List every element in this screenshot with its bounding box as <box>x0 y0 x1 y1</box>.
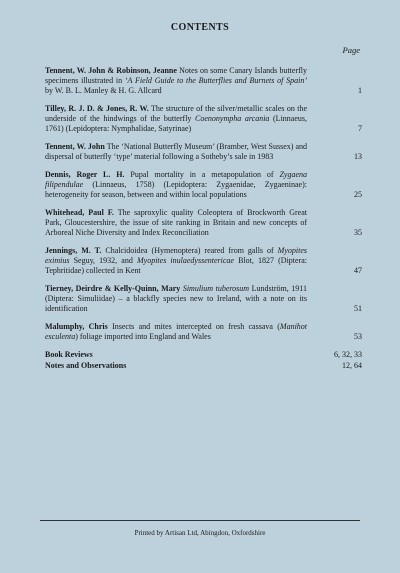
entry-author: Notes and Observations <box>45 361 127 370</box>
entry-italic: Manihot esculenta <box>45 322 308 341</box>
entry-page: 1 <box>358 86 362 95</box>
entry-italic: Coenonympha arcania <box>195 114 270 123</box>
entry-text: The structure of the silver/metallic scales on the underside of the hindwings of the butterfly <box>45 104 308 123</box>
contents-entry <box>45 66 362 96</box>
page-title: CONTENTS <box>170 22 230 33</box>
entry-page: 35 <box>354 228 362 237</box>
contents-entry <box>45 170 362 200</box>
entry-italic: ‘A Field Guide to the Butterflies and Burnets of Spain’ <box>124 76 307 85</box>
entry-author: Tennent, W. John <box>45 142 105 151</box>
printer-footer: Printed by Artisan Ltd, Abingdon, Oxfordshire <box>134 529 266 537</box>
contents-list <box>45 66 362 372</box>
entry-author: Tennent, W. John & Robinson, Jeanne <box>45 66 177 75</box>
entry-text-cont: (Linnaeus, 1758) (Lepidoptera: Zygaenidae, Zygaeninae): heterogeneity for season, between and within local populations <box>45 180 307 199</box>
entry-author: Malumphy, Chris <box>45 322 108 331</box>
entry-italic-2: Myopites inulaedyssentericae <box>136 256 234 265</box>
contents-entry <box>45 246 362 276</box>
contents-entry <box>45 104 362 134</box>
entry-author: Book Reviews <box>45 350 93 359</box>
contents-entry <box>45 350 362 360</box>
entry-page: 6, 32, 33 <box>334 350 362 359</box>
entry-page: 53 <box>354 332 362 341</box>
entry-text: Chalcidoidea (Hymenoptera) reared from galls of <box>105 246 278 255</box>
entry-text: The saproxylic quality Coleoptera of Brockworth Great Park, Gloucestershire, the issue of site ranking in Britain and new concepts of Arboreal Niche Diversity and Index Reconciliation <box>45 208 307 237</box>
entry-text-cont: Seguy, 1932, and <box>69 256 137 265</box>
entry-author: Tilley, R. J. D. & Jones, R. W. <box>45 104 149 113</box>
entry-author: Whitehead, Paul F. <box>45 208 114 217</box>
entry-text: Insects and mites intercepted on fresh cassava ( <box>112 322 280 331</box>
entry-page: 51 <box>354 304 362 313</box>
entry-italic: Simulium tuberosum <box>182 284 250 293</box>
entry-text: Notes on some Canary Islands butterfly specimens illustrated in <box>45 66 308 85</box>
entry-text: The ‘National Butterfly Museum’ (Bramber, West Sussex) and dispersal of butterfly ‘type’ material following a Sotheby’s sale in 1983 <box>45 142 308 161</box>
entry-text-cont: ) foliage imported into England and Wales <box>75 332 211 341</box>
entry-page: 12, 64 <box>342 361 362 370</box>
entry-text-cont: Lundström, 1911 (Diptera: Simuliidae) – a blackfly species new to Ireland, with a note on its identification <box>45 284 308 313</box>
entry-page: 13 <box>354 152 362 161</box>
contents-entry <box>45 142 362 162</box>
entry-page: 7 <box>358 124 362 133</box>
entry-page: 25 <box>354 190 362 199</box>
entry-italic: Myopites eximius <box>45 246 307 265</box>
contents-entry <box>45 361 362 371</box>
entry-text-cont: (Linnaeus, 1761) (Lepidoptera: Nymphalidae, Satyrinae) <box>45 114 308 133</box>
page-column-header: Page <box>342 45 360 55</box>
entry-author: Jennings, M. T. <box>45 246 102 255</box>
entry-text: Pupal mortality in a metapopulation of <box>130 170 280 179</box>
entry-page: 47 <box>354 266 362 275</box>
entry-italic: Zygaena filipendulae <box>45 170 307 189</box>
entry-text-cont-2: Blot, 1827 (Diptera: Tephritidae) collected in Kent <box>45 256 308 275</box>
contents-entry <box>45 322 362 342</box>
entry-text-cont: by W. B. L. Manley & H. G. Allcard <box>45 86 162 95</box>
contents-entry <box>45 208 362 238</box>
entry-author: Dennis, Roger L. H. <box>45 170 125 179</box>
contents-entry <box>45 284 362 314</box>
entry-author: Tierney, Deirdre & Kelly-Quinn, Mary <box>45 284 181 293</box>
footer-divider <box>40 520 360 521</box>
